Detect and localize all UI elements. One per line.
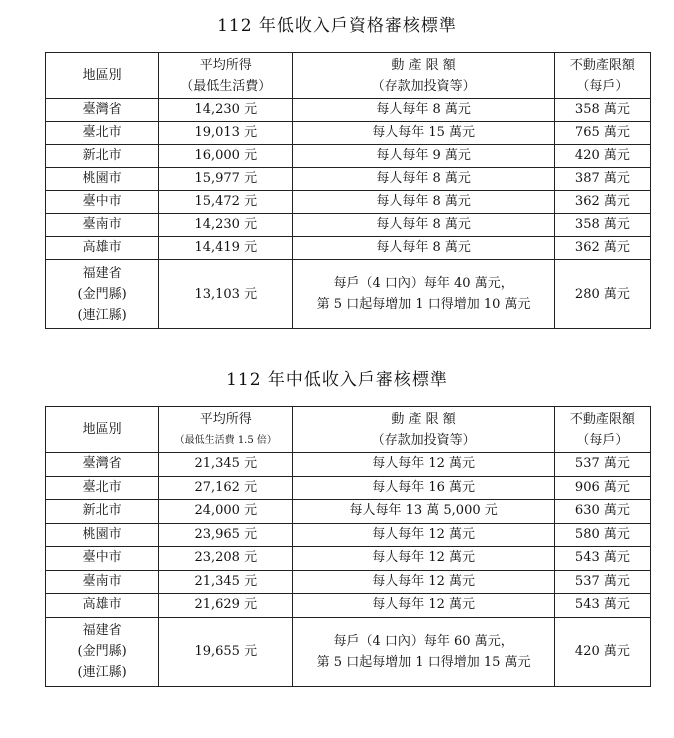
region-fujian: 福建省 (82, 265, 122, 281)
region-fujian: 福建省 (82, 623, 122, 638)
cell-income: 19,013 元 (159, 122, 293, 145)
cell-income: 14,230 元 (159, 214, 293, 237)
header-movable-note: （存款加投資等） (371, 78, 476, 94)
cell-income: 21,629 元 (159, 594, 293, 618)
cell-movable: 每人每年 8 萬元 (293, 168, 554, 191)
cell-region: 臺南市 (46, 214, 159, 237)
cell-region: 臺中市 (46, 191, 159, 214)
header-real-estate (554, 53, 650, 99)
movable-line-1: 每戶（4 口內）每年 40 萬元， (333, 276, 514, 291)
header-income-note: （最低生活費） (180, 78, 272, 94)
cell-region: 高雄市 (46, 237, 159, 260)
cell-movable: 每人每年 12 萬元 (293, 547, 554, 571)
cell-movable: 每人每年 12 萬元 (293, 453, 554, 477)
movable-line-1: 每戶（4 口內）每年 60 萬元， (333, 633, 514, 649)
table-row (46, 500, 651, 524)
cell-income: 24,000 元 (159, 500, 293, 524)
cell-real-estate: 765 萬元 (554, 122, 650, 145)
cell-movable: 每人每年 8 萬元 (293, 237, 554, 260)
cell-region: 臺北市 (46, 122, 159, 145)
cell-real-estate: 580 萬元 (554, 523, 650, 547)
cell-income: 13,103 元 (159, 260, 293, 329)
cell-real-estate: 537 萬元 (554, 453, 650, 477)
header-real-estate (554, 407, 650, 453)
cell-real-estate: 358 萬元 (554, 99, 650, 122)
cell-movable: 每人每年 8 萬元 (293, 99, 554, 122)
cell-movable-fujian (293, 260, 554, 329)
low-income-title: 112 年低收入戶資格審核標準 (217, 16, 457, 36)
table-header-row (46, 53, 651, 99)
table-row (46, 99, 651, 122)
table-row-fujian (46, 617, 651, 686)
cell-real-estate: 420 萬元 (554, 617, 650, 686)
cell-movable-fujian (293, 617, 554, 686)
header-income (159, 407, 293, 453)
header-real-estate-label: 不動產限額 (569, 411, 635, 427)
region-kinmen: (金門縣) (77, 644, 127, 659)
table-row (46, 594, 651, 618)
cell-income: 23,965 元 (159, 523, 293, 547)
header-movable-note: （存款加投資等） (371, 432, 476, 448)
cell-real-estate: 906 萬元 (554, 476, 650, 500)
header-movable-label: 動 產 限 額 (391, 57, 456, 73)
table-row (46, 570, 651, 594)
table-row-fujian (46, 260, 651, 329)
cell-real-estate: 630 萬元 (554, 500, 650, 524)
table-row (46, 523, 651, 547)
cell-real-estate: 537 萬元 (554, 570, 650, 594)
cell-income: 14,419 元 (159, 237, 293, 260)
cell-income: 19,655 元 (159, 617, 293, 686)
header-income-label: 平均所得 (199, 57, 252, 73)
cell-movable: 每人每年 12 萬元 (293, 523, 554, 547)
region-lienchiang: (連江縣) (77, 665, 127, 680)
cell-income: 21,345 元 (159, 570, 293, 594)
cell-movable: 每人每年 13 萬 5,000 元 (293, 500, 554, 524)
cell-real-estate: 280 萬元 (554, 260, 650, 329)
cell-region: 臺灣省 (46, 453, 159, 477)
movable-line-2: 第 5 口起每增加 1 口得增加 15 萬元 (316, 654, 531, 670)
cell-income: 15,472 元 (159, 191, 293, 214)
cell-income: 16,000 元 (159, 145, 293, 168)
header-income-label: 平均所得 (199, 411, 252, 427)
cell-income: 23,208 元 (159, 547, 293, 571)
header-movable (293, 53, 554, 99)
header-income (159, 53, 293, 99)
cell-income: 15,977 元 (159, 168, 293, 191)
cell-region: 臺中市 (46, 547, 159, 571)
header-real-estate-note: （每戶） (576, 432, 629, 448)
cell-real-estate: 420 萬元 (554, 145, 650, 168)
cell-region: 臺灣省 (46, 99, 159, 122)
cell-region-fujian (46, 617, 159, 686)
header-income-note: （最低生活費 1.5 倍） (174, 434, 277, 446)
cell-real-estate: 543 萬元 (554, 547, 650, 571)
table-row (46, 547, 651, 571)
table-row (46, 214, 651, 237)
cell-region: 臺北市 (46, 476, 159, 500)
cell-income: 27,162 元 (159, 476, 293, 500)
cell-income: 21,345 元 (159, 453, 293, 477)
mid-low-income-table (45, 406, 651, 687)
cell-movable: 每人每年 12 萬元 (293, 594, 554, 618)
cell-real-estate: 543 萬元 (554, 594, 650, 618)
cell-movable: 每人每年 9 萬元 (293, 145, 554, 168)
header-movable (293, 407, 554, 453)
region-lienchiang: (連江縣) (77, 307, 127, 323)
cell-region: 高雄市 (46, 594, 159, 618)
header-movable-label: 動 產 限 額 (391, 411, 456, 427)
table-row (46, 476, 651, 500)
cell-movable: 每人每年 8 萬元 (293, 191, 554, 214)
cell-real-estate: 358 萬元 (554, 214, 650, 237)
header-real-estate-label: 不動產限額 (569, 57, 635, 73)
low-income-table (45, 52, 651, 329)
cell-region: 桃園市 (46, 523, 159, 547)
region-kinmen: (金門縣) (77, 286, 127, 302)
movable-line-2: 第 5 口起每增加 1 口得增加 10 萬元 (316, 297, 531, 312)
header-real-estate-note: （每戶） (576, 78, 629, 94)
header-region: 地區別 (46, 53, 159, 99)
cell-region: 新北市 (46, 500, 159, 524)
cell-movable: 每人每年 12 萬元 (293, 570, 554, 594)
table-header-row (46, 407, 651, 453)
cell-real-estate: 362 萬元 (554, 237, 650, 260)
cell-region-fujian (46, 260, 159, 329)
table-row (46, 145, 651, 168)
table-row (46, 453, 651, 477)
table-row (46, 168, 651, 191)
header-region: 地區別 (46, 407, 159, 453)
mid-low-income-title: 112 年中低收入戶審核標準 (226, 370, 448, 390)
cell-movable: 每人每年 8 萬元 (293, 214, 554, 237)
cell-movable: 每人每年 15 萬元 (293, 122, 554, 145)
cell-region: 桃園市 (46, 168, 159, 191)
cell-real-estate: 387 萬元 (554, 168, 650, 191)
table-row (46, 191, 651, 214)
table-row (46, 122, 651, 145)
cell-region: 新北市 (46, 145, 159, 168)
cell-region: 臺南市 (46, 570, 159, 594)
table-row (46, 237, 651, 260)
cell-real-estate: 362 萬元 (554, 191, 650, 214)
cell-income: 14,230 元 (159, 99, 293, 122)
cell-movable: 每人每年 16 萬元 (293, 476, 554, 500)
